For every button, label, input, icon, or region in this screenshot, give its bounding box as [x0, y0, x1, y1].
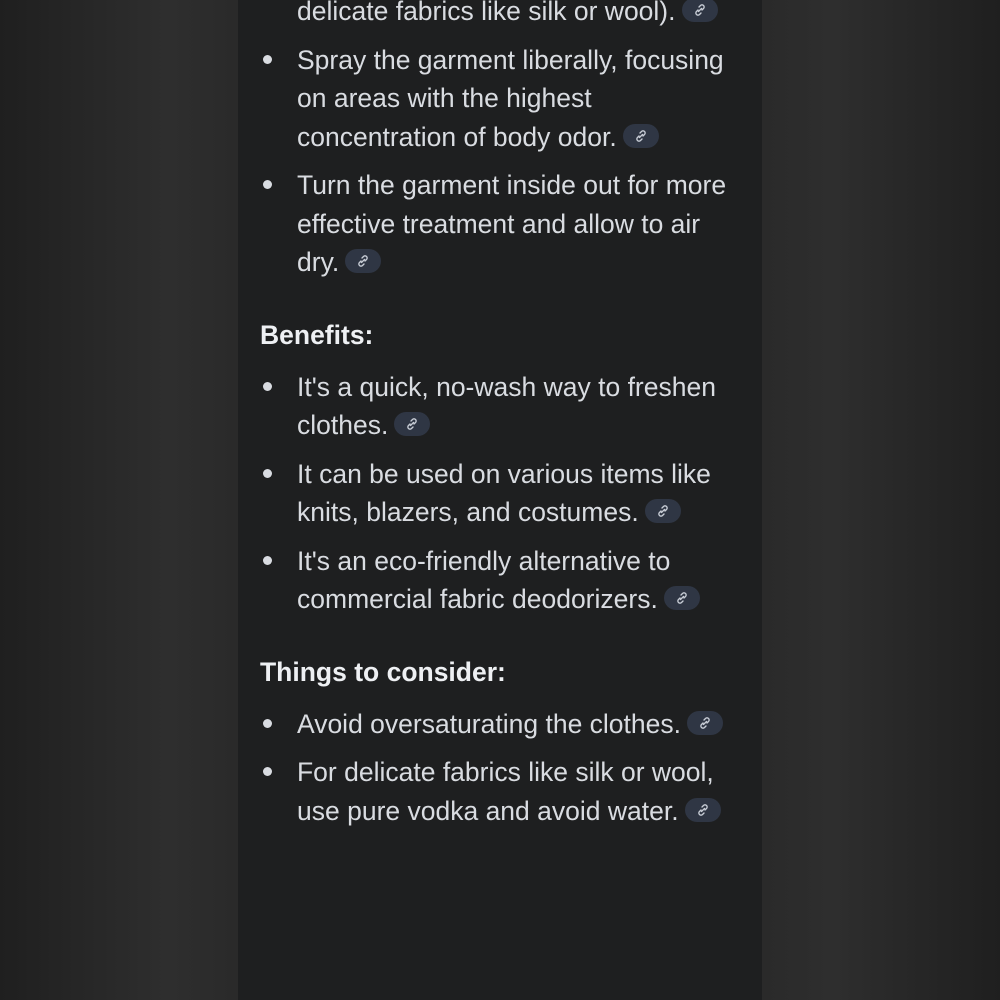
source-link-chip[interactable]	[664, 586, 700, 610]
source-link-chip[interactable]	[394, 412, 430, 436]
list-item-text: delicate fabrics like silk or wool).	[297, 0, 676, 26]
list-item	[260, 368, 740, 445]
list-item	[260, 166, 740, 282]
list-item-text: It's a quick, no-wash way to freshen clothes.	[297, 371, 716, 440]
list-item-text: Avoid oversaturating the clothes.	[297, 708, 681, 739]
bullet-dot	[263, 55, 272, 64]
response-content	[260, 0, 740, 840]
things-to-consider-heading: Things to consider:	[260, 656, 506, 687]
list-item	[260, 542, 740, 619]
source-link-chip[interactable]	[623, 124, 659, 148]
benefits-list	[260, 368, 740, 619]
list-item	[260, 753, 740, 830]
list-item	[260, 705, 740, 744]
bullet-dot	[263, 556, 272, 565]
source-link-chip[interactable]	[682, 0, 718, 22]
link-icon	[698, 716, 712, 730]
right-background	[762, 0, 1000, 1000]
link-icon	[696, 803, 710, 817]
list-item-text: It's an eco-friendly alternative to commercial fabric deodorizers.	[297, 545, 671, 614]
source-link-chip[interactable]	[687, 711, 723, 735]
list-item-text: For delicate fabrics like silk or wool, use pure vodka and avoid water.	[297, 757, 714, 826]
link-icon	[634, 129, 648, 143]
list-item	[260, 455, 740, 532]
list-item	[260, 41, 740, 157]
left-background	[0, 0, 238, 1000]
source-link-chip[interactable]	[685, 798, 721, 822]
list-item-text: Turn the garment inside out for more effective treatment and allow to air dry.	[297, 170, 727, 277]
link-icon	[675, 591, 689, 605]
source-link-chip[interactable]	[345, 249, 381, 273]
bullet-dot	[263, 382, 272, 391]
link-icon	[656, 504, 670, 518]
list-item-text: Spray the garment liberally, focusing on areas with the highest concentration of body odor.	[297, 44, 724, 152]
link-icon	[356, 254, 370, 268]
benefits-heading: Benefits:	[260, 319, 374, 350]
list-item	[260, 0, 740, 31]
consider-list	[260, 705, 740, 831]
bullet-dot	[263, 767, 272, 776]
steps-list	[260, 0, 740, 282]
response-panel	[238, 0, 762, 1000]
list-item-text: It can be used on various items like knits, blazers, and costumes.	[297, 458, 711, 527]
link-icon	[693, 3, 707, 17]
source-link-chip[interactable]	[645, 499, 681, 523]
link-icon	[405, 417, 419, 431]
bullet-dot	[263, 469, 272, 478]
bullet-dot	[263, 180, 272, 189]
bullet-dot	[263, 719, 272, 728]
